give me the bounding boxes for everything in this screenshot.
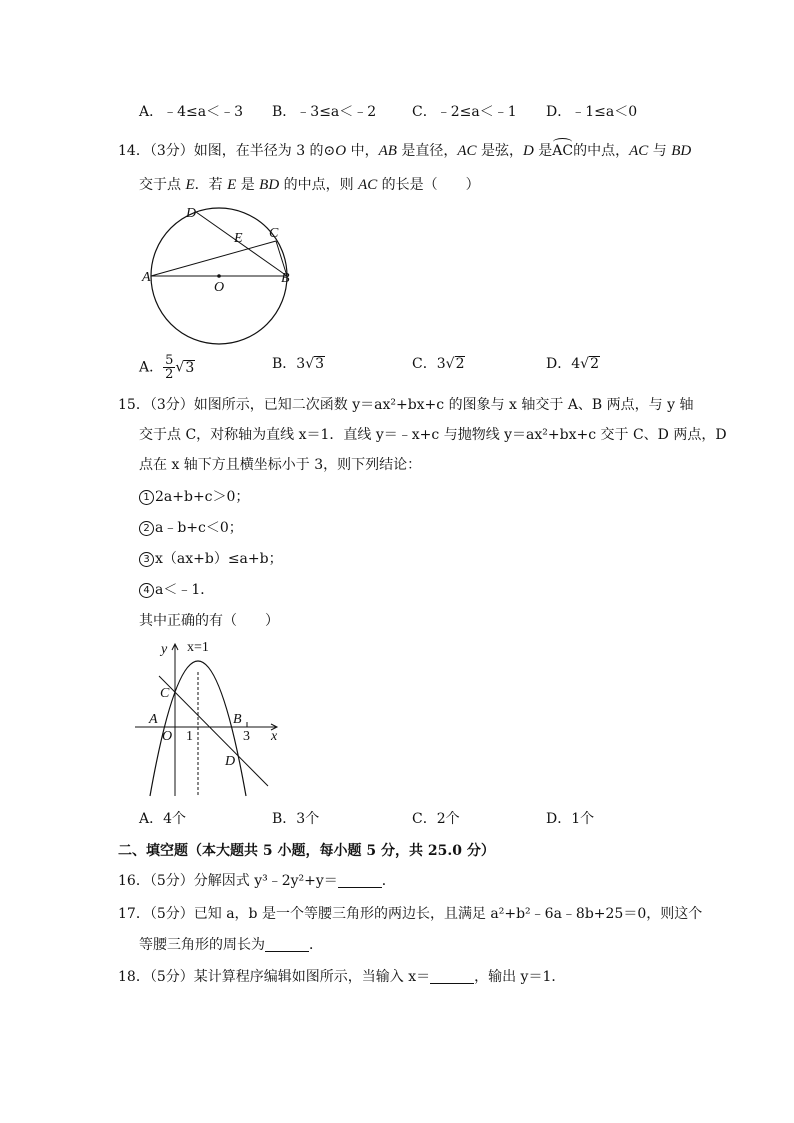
- q14-option-a: A． $\frac{5}{2}$ √3: [139, 353, 195, 382]
- q13-option-d: D．﹣1≤a＜0: [546, 104, 638, 120]
- q17-answer-blank[interactable]: [265, 937, 309, 952]
- label-o: O: [162, 729, 173, 744]
- q13-option-a: A．﹣4≤a＜﹣3: [139, 104, 244, 120]
- q17-line1: 17．（5分）已知 a，b 是一个等腰三角形的两边长，且满足 a²+b²﹣6a﹣8b+25＝0，则这个: [118, 906, 703, 922]
- q13-option-c: C．﹣2≤a＜﹣1: [412, 104, 517, 120]
- q18-answer-blank[interactable]: [430, 969, 474, 984]
- label-d: D: [186, 206, 197, 221]
- section-heading: 二、填空题（本大题共 5 小题，每小题 5 分，共 25.0 分）: [118, 843, 495, 859]
- q15-conclusion-3: 3 x（ax+b）≤a+b；: [139, 549, 283, 569]
- label-a: A: [142, 270, 151, 285]
- q15-conclusion-2: 2 a﹣b+c＜0；: [139, 518, 243, 538]
- q18: 18．（5分）某计算程序编辑如图所示，当输入 x＝ ，输出 y＝1．: [118, 969, 566, 985]
- q15-line3: 点在 x 轴下方且横坐标小于 3，则下列结论：: [139, 457, 422, 473]
- center-dot: [217, 274, 221, 278]
- label-c: C: [160, 686, 170, 701]
- label-3: 3: [243, 729, 250, 744]
- label-x: x: [271, 729, 278, 744]
- q15-option-a: A．4个: [139, 811, 187, 827]
- fraction: $\frac{5}{2}$: [165, 353, 174, 382]
- q14-option-d: D．4√2: [546, 356, 599, 372]
- q15-conclusion-1: 1 2a+b+c＞0；: [139, 487, 249, 507]
- label-c: C: [269, 226, 279, 241]
- label-o: O: [214, 280, 225, 295]
- q14-line1: 14．（3分）如图，在半径为 3 的⊙O 中，AB 是直径，AC 是弦，D 是AC的中点，AC 与 BD: [118, 143, 692, 159]
- q15-conclusion-4: 4 a＜﹣1．: [139, 580, 214, 600]
- q15-ask: 其中正确的有（ ）: [139, 613, 279, 629]
- label-1: 1: [186, 729, 193, 744]
- q14-option-c: C．3√2: [412, 356, 465, 372]
- q15-line2: 交于点 C，对称轴为直线 x＝1．直线 y＝﹣x+c 与抛物线 y＝ax²+bx+c 交于 C、D 两点，D: [139, 427, 727, 443]
- q16-answer-blank[interactable]: [338, 873, 382, 888]
- q15-figure: [135, 636, 285, 801]
- q15-option-c: C．2个: [412, 811, 460, 827]
- label-b: B: [233, 712, 242, 727]
- label-y: y: [161, 642, 168, 657]
- label-d: D: [225, 754, 236, 769]
- label-a: A: [149, 712, 158, 727]
- q16: 16．（5分）分解因式 y³﹣2y²+y＝ ．: [118, 873, 396, 889]
- label-e: E: [234, 231, 243, 246]
- label-axis: x=1: [187, 640, 209, 655]
- arc-ac: AC: [552, 143, 574, 159]
- q14-line2: 交于点 E．若 E 是 BD 的中点，则 AC 的长是（ ）: [139, 177, 480, 193]
- q15-option-b: B．3个: [272, 811, 320, 827]
- q13-option-b: B．﹣3≤a＜﹣2: [272, 104, 377, 120]
- label-b: B: [281, 271, 290, 286]
- chord-ac: [151, 241, 276, 276]
- q14-figure: [135, 200, 305, 350]
- q15-line1: 15．（3分）如图所示，已知二次函数 y＝ax²+bx+c 的图象与 x 轴交于 A、B 两点，与 y 轴: [118, 397, 694, 413]
- q17-line2: 等腰三角形的周长为 ．: [139, 937, 323, 953]
- q14-option-b: B．3√3: [272, 356, 325, 372]
- q15-option-d: D．1个: [546, 811, 595, 827]
